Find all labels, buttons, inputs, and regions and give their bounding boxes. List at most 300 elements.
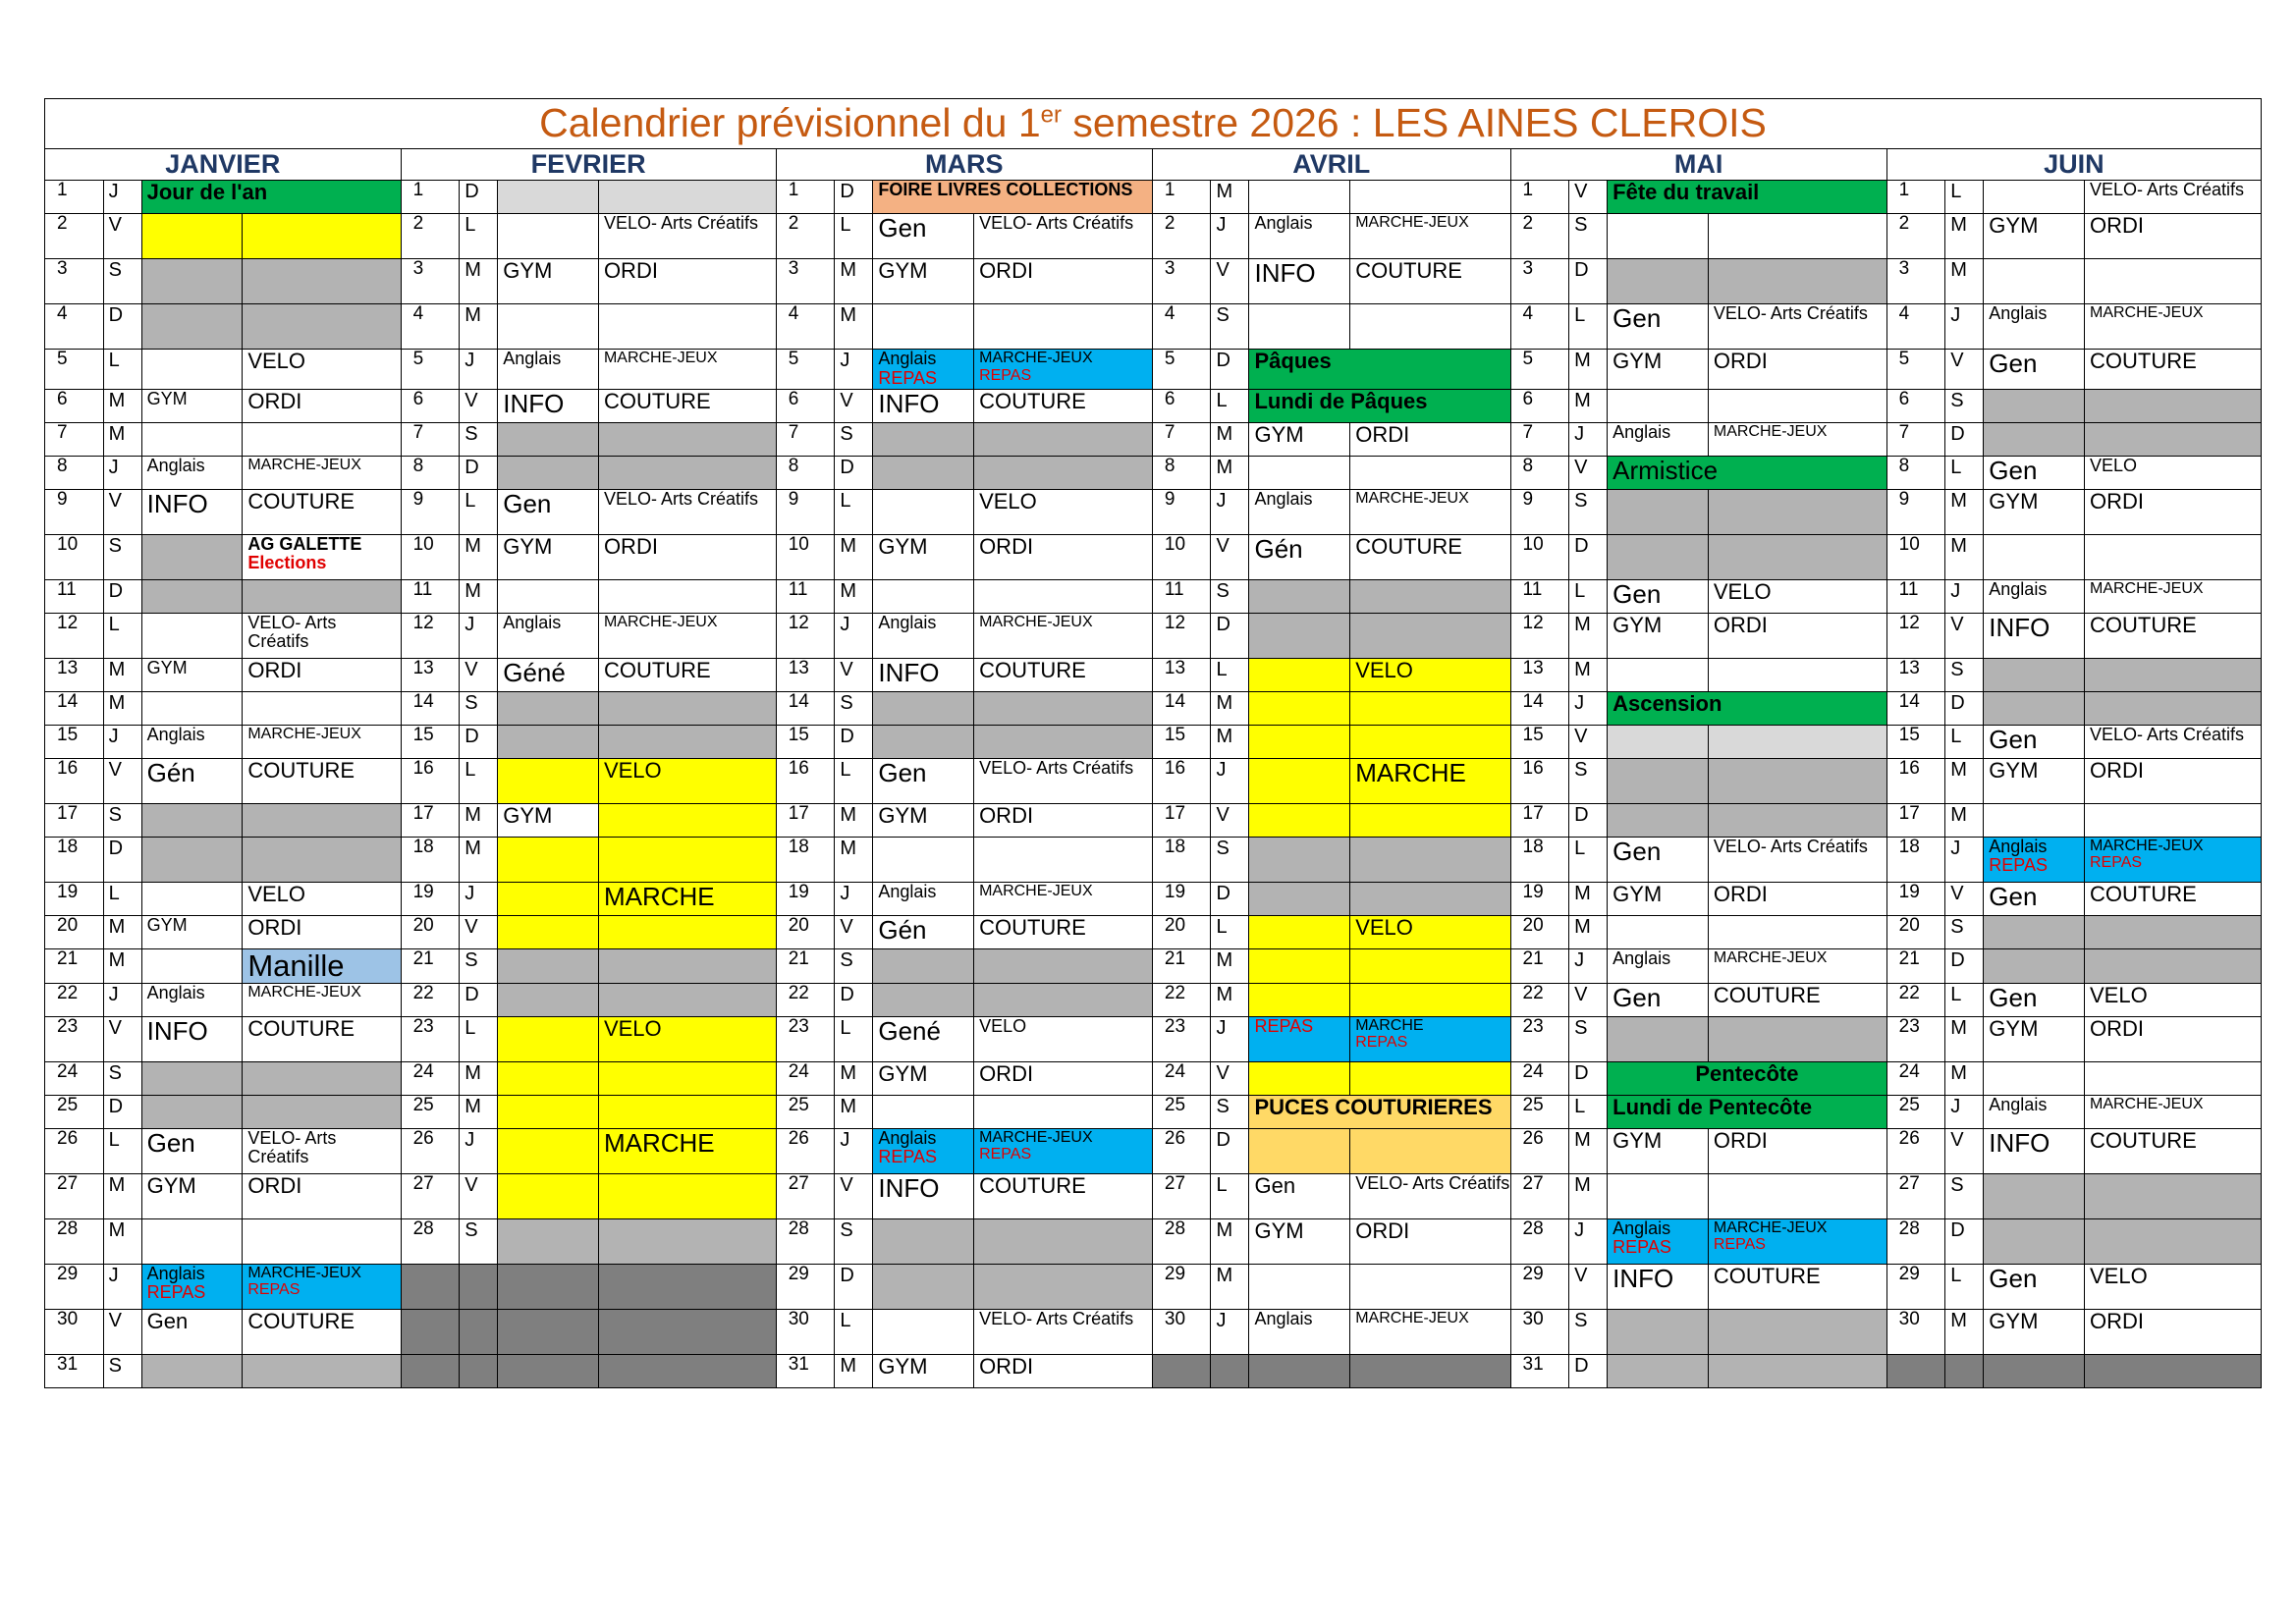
day-number: 19 — [776, 882, 835, 915]
activity-secondary — [974, 456, 1153, 489]
day-number: 24 — [1886, 1061, 1945, 1095]
day-row — [45, 534, 2262, 579]
day-number: 18 — [401, 837, 460, 882]
activity-primary: Pentecôte — [1608, 1061, 1887, 1095]
day-row — [45, 837, 2262, 882]
day-number: 15 — [1510, 725, 1569, 758]
activity-primary: GYM — [1984, 214, 2085, 259]
activity-secondary — [1708, 758, 1886, 803]
weekday-letter: L — [1945, 725, 1984, 758]
weekday-letter: D — [103, 304, 141, 350]
day-number: 25 — [1510, 1095, 1569, 1128]
activity-primary: Gén — [1249, 534, 1350, 579]
activity-secondary — [974, 691, 1153, 725]
day-number: 14 — [776, 691, 835, 725]
activity-secondary — [598, 1354, 776, 1387]
day-number: 20 — [1510, 915, 1569, 948]
day-number: 8 — [1510, 456, 1569, 489]
activity-primary: GYM — [141, 389, 243, 422]
day-number: 31 — [776, 1354, 835, 1387]
weekday-letter: J — [460, 613, 498, 658]
day-number: 5 — [1152, 350, 1211, 390]
activity-primary — [498, 456, 599, 489]
weekday-letter: M — [835, 304, 873, 350]
activity-primary: Gen — [1608, 837, 1709, 882]
activity-secondary — [243, 214, 401, 259]
activity-primary — [1984, 1354, 2085, 1387]
day-number: 20 — [401, 915, 460, 948]
activity-secondary: COUTURE — [598, 658, 776, 691]
activity-primary: Gén — [141, 758, 243, 803]
activity-label: Anglais — [1989, 837, 2048, 856]
day-number: 22 — [45, 983, 104, 1016]
activity-primary — [1984, 259, 2085, 304]
weekday-letter: D — [103, 579, 141, 613]
weekday-letter: M — [835, 1095, 873, 1128]
month-header: JANVIER — [45, 149, 402, 181]
weekday-letter: V — [460, 389, 498, 422]
day-number: 26 — [776, 1128, 835, 1173]
day-number: 27 — [1152, 1173, 1211, 1218]
activity-primary — [1249, 1128, 1350, 1173]
activity-secondary: MARCHE-JEUX — [1350, 489, 1510, 534]
day-number — [401, 1309, 460, 1354]
day-number: 4 — [1510, 304, 1569, 350]
activity-primary — [141, 803, 243, 837]
weekday-letter: S — [835, 691, 873, 725]
activity-primary: Gen — [1608, 579, 1709, 613]
day-row — [45, 304, 2262, 350]
activity-primary: GYM — [873, 534, 974, 579]
weekday-letter: V — [1945, 1128, 1984, 1173]
weekday-letter — [1211, 1354, 1249, 1387]
day-number: 21 — [401, 948, 460, 983]
activity-secondary: ORDI — [598, 534, 776, 579]
activity-secondary — [243, 1061, 401, 1095]
activity-primary: INFO — [873, 1173, 974, 1218]
day-number: 4 — [776, 304, 835, 350]
day-number: 9 — [1510, 489, 1569, 534]
activity-primary: Gen — [1249, 1173, 1350, 1218]
weekday-letter: V — [103, 214, 141, 259]
activity-secondary: ORDI — [243, 1173, 401, 1218]
day-number: 9 — [45, 489, 104, 534]
activity-secondary — [1350, 837, 1510, 882]
day-number: 1 — [401, 181, 460, 214]
activity-primary: Anglais — [1249, 214, 1350, 259]
day-number: 26 — [45, 1128, 104, 1173]
weekday-letter: M — [1945, 1061, 1984, 1095]
day-row — [45, 915, 2262, 948]
day-number: 15 — [1152, 725, 1211, 758]
weekday-letter: J — [1211, 214, 1249, 259]
activity-secondary — [243, 259, 401, 304]
activity-primary: Gen — [1608, 304, 1709, 350]
day-number: 4 — [1886, 304, 1945, 350]
weekday-letter: M — [835, 579, 873, 613]
activity-primary — [873, 725, 974, 758]
activity-secondary — [598, 915, 776, 948]
weekday-letter: D — [1945, 691, 1984, 725]
day-number: 3 — [401, 259, 460, 304]
weekday-letter: L — [1211, 389, 1249, 422]
activity-secondary — [243, 803, 401, 837]
activity-primary: GYM — [141, 915, 243, 948]
activity-primary — [1249, 1264, 1350, 1309]
activity-primary — [1608, 658, 1709, 691]
day-number: 7 — [45, 422, 104, 456]
day-number: 23 — [1152, 1016, 1211, 1061]
activity-secondary — [243, 1354, 401, 1387]
activity-secondary: MARCHE — [1350, 758, 1510, 803]
weekday-letter: D — [835, 456, 873, 489]
day-row — [45, 456, 2262, 489]
day-number: 30 — [45, 1309, 104, 1354]
weekday-letter: S — [1569, 489, 1608, 534]
activity-label: Anglais — [1613, 1218, 1671, 1238]
activity-primary — [141, 948, 243, 983]
day-number: 25 — [1152, 1095, 1211, 1128]
activity-primary: GYM — [873, 1061, 974, 1095]
activity-secondary — [598, 983, 776, 1016]
activity-primary: GYM — [1984, 489, 2085, 534]
activity-primary: Gené — [873, 1016, 974, 1061]
day-row — [45, 579, 2262, 613]
day-number: 27 — [776, 1173, 835, 1218]
activity-secondary: COUTURE — [974, 915, 1153, 948]
day-number: 3 — [776, 259, 835, 304]
activity-secondary — [1708, 803, 1886, 837]
weekday-letter: M — [460, 259, 498, 304]
activity-primary: GYM — [141, 1173, 243, 1218]
activity-secondary — [2085, 1173, 2262, 1218]
day-number: 8 — [1152, 456, 1211, 489]
semester-calendar — [44, 98, 2262, 1388]
activity-secondary — [2085, 422, 2262, 456]
activity-secondary — [974, 1128, 1153, 1173]
activity-secondary: MARCHE-JEUX — [598, 350, 776, 390]
activity-secondary: COUTURE — [2085, 882, 2262, 915]
day-number: 4 — [401, 304, 460, 350]
weekday-letter: M — [1569, 613, 1608, 658]
activity-primary — [141, 1354, 243, 1387]
month-header: MAI — [1510, 149, 1886, 181]
weekday-letter: D — [1211, 1128, 1249, 1173]
activity-secondary: COUTURE — [243, 489, 401, 534]
weekday-letter: D — [835, 1264, 873, 1309]
month-header: JUIN — [1886, 149, 2261, 181]
activity-secondary: COUTURE — [2085, 350, 2262, 390]
weekday-letter: M — [460, 579, 498, 613]
activity-secondary — [598, 1173, 776, 1218]
month-header: AVRIL — [1152, 149, 1510, 181]
activity-primary — [141, 304, 243, 350]
day-number: 6 — [1886, 389, 1945, 422]
activity-primary — [873, 1218, 974, 1264]
activity-secondary: ORDI — [1708, 882, 1886, 915]
activity-primary — [1249, 691, 1350, 725]
weekday-letter: M — [1211, 725, 1249, 758]
activity-secondary — [1708, 259, 1886, 304]
day-number: 29 — [1152, 1264, 1211, 1309]
activity-secondary: VELO- Arts Créatifs — [598, 489, 776, 534]
activity-primary: Anglais — [498, 350, 599, 390]
activity-secondary: ORDI — [974, 803, 1153, 837]
activity-primary — [1984, 181, 2085, 214]
activity-secondary: COUTURE — [974, 658, 1153, 691]
activity-primary — [873, 837, 974, 882]
activity-primary: FOIRE LIVRES COLLECTIONS — [873, 181, 1153, 214]
activity-primary: Gen — [141, 1309, 243, 1354]
activity-primary — [1608, 758, 1709, 803]
weekday-letter: L — [835, 214, 873, 259]
activity-secondary — [1708, 658, 1886, 691]
activity-primary: Gen — [1984, 350, 2085, 390]
activity-label: Anglais — [146, 1264, 205, 1283]
activity-label: MARCHE-JEUX — [2090, 837, 2204, 854]
weekday-letter: M — [835, 837, 873, 882]
day-number: 14 — [401, 691, 460, 725]
day-number: 21 — [776, 948, 835, 983]
activity-primary — [498, 1061, 599, 1095]
activity-secondary: VELO- Arts Créatifs — [2085, 725, 2262, 758]
activity-primary — [498, 1128, 599, 1173]
day-row — [45, 1095, 2262, 1128]
weekday-letter: M — [103, 1173, 141, 1218]
activity-primary: GYM — [141, 658, 243, 691]
activity-secondary — [1708, 1173, 1886, 1218]
activity-primary: Gen — [1984, 882, 2085, 915]
activity-primary: GYM — [498, 259, 599, 304]
day-number: 16 — [1152, 758, 1211, 803]
activity-primary: Armistice — [1608, 456, 1887, 489]
activity-primary — [1608, 1218, 1709, 1264]
weekday-letter: V — [1211, 803, 1249, 837]
day-number: 2 — [1152, 214, 1211, 259]
day-number: 6 — [776, 389, 835, 422]
weekday-letter: M — [1569, 882, 1608, 915]
day-number: 1 — [1152, 181, 1211, 214]
activity-primary — [1984, 658, 2085, 691]
day-number: 6 — [401, 389, 460, 422]
weekday-letter: S — [1211, 579, 1249, 613]
day-number: 27 — [1886, 1173, 1945, 1218]
activity-secondary: ORDI — [1708, 613, 1886, 658]
activity-secondary: MARCHE — [598, 882, 776, 915]
day-number: 20 — [1152, 915, 1211, 948]
activity-secondary — [243, 534, 401, 579]
weekday-letter: J — [460, 1128, 498, 1173]
activity-secondary: ORDI — [974, 534, 1153, 579]
day-number: 14 — [45, 691, 104, 725]
activity-primary — [498, 758, 599, 803]
weekday-letter: J — [835, 882, 873, 915]
weekday-letter: J — [1569, 691, 1608, 725]
activity-secondary — [974, 1264, 1153, 1309]
day-number: 26 — [1510, 1128, 1569, 1173]
activity-secondary — [1350, 691, 1510, 725]
activity-primary — [1249, 983, 1350, 1016]
day-row — [45, 1264, 2262, 1309]
day-number: 27 — [45, 1173, 104, 1218]
day-number: 18 — [1510, 837, 1569, 882]
day-number: 1 — [776, 181, 835, 214]
month-header: MARS — [776, 149, 1152, 181]
day-number: 31 — [45, 1354, 104, 1387]
weekday-letter: D — [1945, 422, 1984, 456]
activity-primary — [498, 725, 599, 758]
day-number: 5 — [401, 350, 460, 390]
activity-secondary: Manille — [243, 948, 401, 983]
activity-label: MARCHE-JEUX — [979, 1128, 1093, 1146]
activity-primary: INFO — [141, 489, 243, 534]
day-number: 10 — [1886, 534, 1945, 579]
activity-label: MARCHE-JEUX — [1713, 1218, 1828, 1236]
activity-primary: Gen — [873, 758, 974, 803]
activity-secondary — [1350, 1128, 1510, 1173]
weekday-letter: V — [460, 915, 498, 948]
weekday-letter: S — [103, 1061, 141, 1095]
day-number: 19 — [1152, 882, 1211, 915]
day-number: 30 — [1510, 1309, 1569, 1354]
weekday-letter: L — [1569, 579, 1608, 613]
activity-secondary — [243, 579, 401, 613]
activity-secondary — [1350, 579, 1510, 613]
day-number: 18 — [776, 837, 835, 882]
activity-primary: GYM — [1608, 1128, 1709, 1173]
activity-primary — [141, 691, 243, 725]
activity-secondary: VELO — [1350, 915, 1510, 948]
weekday-letter: M — [1945, 1309, 1984, 1354]
day-number: 2 — [401, 214, 460, 259]
day-row — [45, 1218, 2262, 1264]
activity-secondary: ORDI — [243, 389, 401, 422]
activity-primary: Lundi de Pentecôte — [1608, 1095, 1887, 1128]
activity-secondary — [598, 1218, 776, 1264]
day-number: 1 — [1510, 181, 1569, 214]
weekday-letter: M — [103, 658, 141, 691]
activity-secondary: VELO- Arts Créatifs — [974, 1309, 1153, 1354]
activity-primary — [498, 983, 599, 1016]
weekday-letter: M — [1569, 915, 1608, 948]
day-number: 10 — [776, 534, 835, 579]
weekday-letter: D — [1211, 350, 1249, 390]
activity-primary: Pâques — [1249, 350, 1510, 390]
activity-secondary: VELO- Arts Créatifs — [974, 214, 1153, 259]
activity-primary — [498, 1016, 599, 1061]
activity-secondary: ORDI — [974, 1354, 1153, 1387]
day-row — [45, 658, 2262, 691]
day-number: 12 — [45, 613, 104, 658]
activity-primary: INFO — [1608, 1264, 1709, 1309]
day-number — [1886, 1354, 1945, 1387]
activity-highlight: REPAS — [878, 1147, 938, 1167]
activity-primary — [1984, 1218, 2085, 1264]
activity-primary — [873, 983, 974, 1016]
activity-secondary — [1350, 181, 1510, 214]
activity-primary — [1249, 1354, 1350, 1387]
day-row — [45, 691, 2262, 725]
activity-secondary — [1350, 948, 1510, 983]
activity-primary — [141, 1095, 243, 1128]
activity-secondary — [2085, 534, 2262, 579]
activity-primary — [1249, 304, 1350, 350]
weekday-letter — [460, 1264, 498, 1309]
weekday-letter: S — [1945, 658, 1984, 691]
day-number: 3 — [1886, 259, 1945, 304]
activity-primary: GYM — [1984, 1309, 2085, 1354]
day-row — [45, 948, 2262, 983]
weekday-letter: S — [1569, 1309, 1608, 1354]
activity-secondary — [1350, 456, 1510, 489]
weekday-letter: V — [835, 915, 873, 948]
activity-primary — [498, 579, 599, 613]
day-number: 10 — [1510, 534, 1569, 579]
day-number: 22 — [1510, 983, 1569, 1016]
weekday-letter: D — [835, 181, 873, 214]
day-row — [45, 758, 2262, 803]
activity-secondary — [1708, 534, 1886, 579]
day-number: 5 — [45, 350, 104, 390]
weekday-letter: M — [1945, 259, 1984, 304]
day-number: 17 — [1886, 803, 1945, 837]
day-number: 27 — [401, 1173, 460, 1218]
title-suffix: semestre 2026 : LES AINES CLEROIS — [1062, 100, 1767, 146]
activity-primary — [1249, 837, 1350, 882]
weekday-letter: J — [103, 181, 141, 214]
day-number: 22 — [401, 983, 460, 1016]
activity-primary: Géné — [498, 658, 599, 691]
activity-primary — [1249, 579, 1350, 613]
weekday-letter: V — [1211, 534, 1249, 579]
activity-secondary: MARCHE-JEUX — [1708, 422, 1886, 456]
day-row — [45, 1173, 2262, 1218]
weekday-letter: V — [1211, 259, 1249, 304]
day-number: 12 — [1152, 613, 1211, 658]
activity-primary — [873, 456, 974, 489]
activity-secondary: ORDI — [974, 1061, 1153, 1095]
activity-primary: Anglais — [141, 725, 243, 758]
activity-primary — [141, 613, 243, 658]
day-number: 12 — [776, 613, 835, 658]
activity-secondary: VELO- Arts Créatifs — [598, 214, 776, 259]
weekday-letter: M — [460, 304, 498, 350]
day-number: 5 — [776, 350, 835, 390]
day-number: 22 — [1152, 983, 1211, 1016]
activity-secondary: ORDI — [2085, 489, 2262, 534]
day-number: 28 — [1510, 1218, 1569, 1264]
activity-primary: Gen — [1984, 456, 2085, 489]
activity-primary — [498, 304, 599, 350]
weekday-letter: J — [1211, 1309, 1249, 1354]
activity-highlight: REPAS — [247, 1281, 301, 1299]
day-number: 28 — [401, 1218, 460, 1264]
activity-secondary — [1708, 389, 1886, 422]
activity-secondary — [2085, 948, 2262, 983]
activity-primary: Anglais — [1984, 304, 2085, 350]
day-number: 5 — [1510, 350, 1569, 390]
weekday-letter: V — [103, 489, 141, 534]
activity-secondary: COUTURE — [1708, 983, 1886, 1016]
weekday-letter: L — [103, 882, 141, 915]
activity-secondary: COUTURE — [1350, 259, 1510, 304]
weekday-letter: J — [1211, 489, 1249, 534]
weekday-letter: L — [103, 1128, 141, 1173]
activity-label: MARCHE-JEUX — [247, 1264, 361, 1281]
weekday-letter: L — [460, 489, 498, 534]
day-number: 19 — [1886, 882, 1945, 915]
activity-primary — [498, 422, 599, 456]
